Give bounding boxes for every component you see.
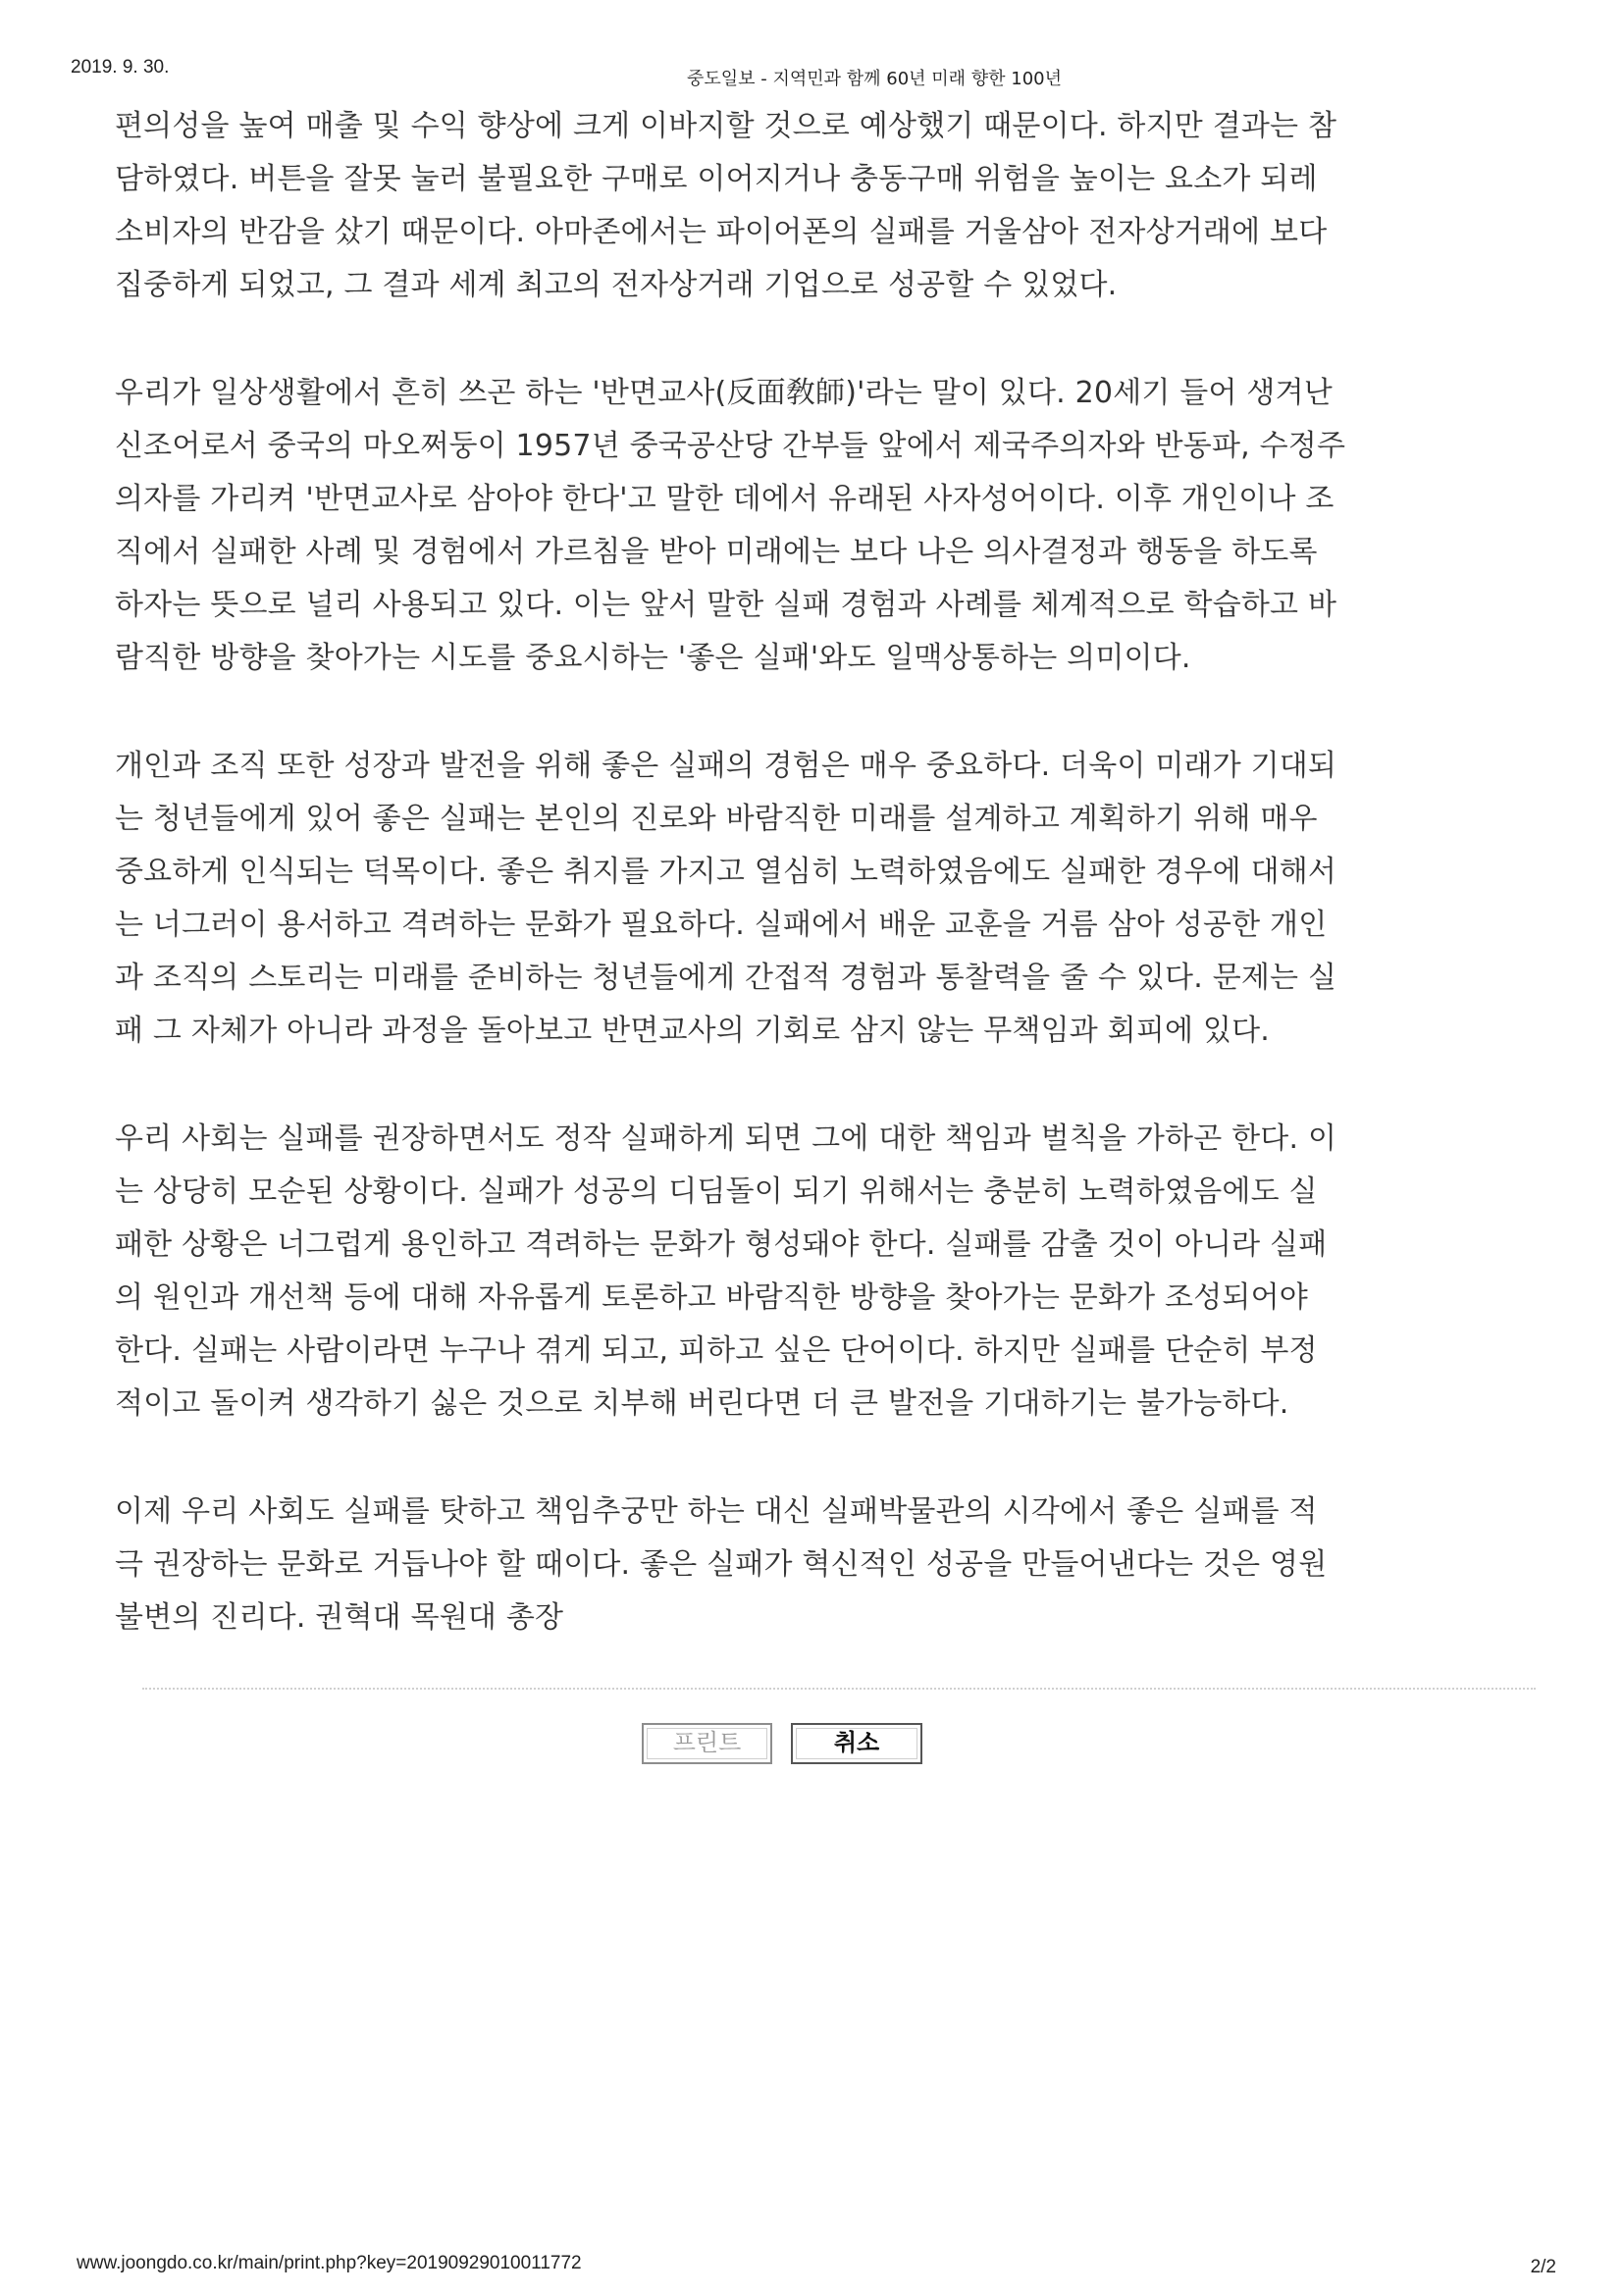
text-line: 중요하게 인식되는 덕목이다. 좋은 취지를 가지고 열심히 노력하였음에도 실패한 경우에 대해서	[115, 855, 1337, 889]
text-line: 담하였다. 버튼을 잘못 눌러 불필요한 구매로 이어지거나 충동구매 위험을 높이는 요소가 되레	[115, 162, 1318, 196]
text-line: 는 너그러이 용서하고 격려하는 문화가 필요하다. 실패에서 배운 교훈을 거름 삼아 성공한 개인	[115, 908, 1328, 942]
text-line: 신조어로서 중국의 마오쩌둥이 1957년 중국공산당 간부들 앞에서 제국주의자와 반동파, 수정주	[115, 429, 1346, 463]
text-line: 소비자의 반감을 샀기 때문이다. 아마존에서는 파이어폰의 실패를 거울삼아 전자상거래에 보다	[115, 215, 1328, 249]
text-line: 패 그 자체가 아니라 과정을 돌아보고 반면교사의 기회로 삼지 않는 무책임과 회피에 있다.	[115, 1014, 1271, 1048]
page-number: 2/2	[1530, 2257, 1556, 2277]
text-line: 하자는 뜻으로 널리 사용되고 있다. 이는 앞서 말한 실패 경험과 사례를 체계적으로 학습하고 바	[115, 588, 1337, 622]
print-date: 2019. 9. 30.	[71, 57, 170, 78]
text-line: 직에서 실패한 사례 및 경험에서 가르침을 받아 미래에는 보다 나은 의사결정과 행동을 하도록	[115, 535, 1318, 569]
text-line: 는 청년들에게 있어 좋은 실패는 본인의 진로와 바람직한 미래를 설계하고 계획하기 위해 매우	[115, 802, 1318, 836]
article-paragraph	[115, 1113, 1518, 1431]
page-header-title: 중도일보 - 지역민과 함께 60년 미래 향한 100년	[687, 69, 1063, 89]
text-line: 편의성을 높여 매출 및 수익 향상에 크게 이바지할 것으로 예상했기 때문이다. 하지만 결과는 참	[115, 109, 1337, 143]
content-divider	[142, 1688, 1536, 1690]
article-body	[115, 100, 1518, 1699]
text-line: 의 원인과 개선책 등에 대해 자유롭게 토론하고 바람직한 방향을 찾아가는 문화가 조성되어야	[115, 1280, 1308, 1315]
page-url: www.joongdo.co.kr/main/print.php?key=20190929010011772	[77, 2253, 582, 2273]
text-line: 개인과 조직 또한 성장과 발전을 위해 좋은 실패의 경험은 매우 중요하다. 더욱이 미래가 기대되	[115, 749, 1337, 783]
article-paragraph	[115, 740, 1518, 1058]
text-line: 우리가 일상생활에서 흔히 쓰곤 하는 '반면교사(反面敎師)'라는 말이 있다. 20세기 들어 생겨난	[115, 376, 1333, 410]
article-paragraph	[115, 1486, 1518, 1644]
text-line: 한다. 실패는 사람이라면 누구나 겪게 되고, 피하고 싶은 단어이다. 하지만 실패를 단순히 부정	[115, 1333, 1318, 1368]
text-line: 과 조직의 스토리는 미래를 준비하는 청년들에게 간접적 경험과 통찰력을 줄 수 있다. 문제는 실	[115, 961, 1337, 995]
article-paragraph	[115, 367, 1518, 685]
text-line: 우리 사회는 실패를 권장하면서도 정작 실패하게 되면 그에 대한 책임과 벌칙을 가하곤 한다. 이	[115, 1122, 1337, 1156]
article-paragraph	[115, 100, 1518, 312]
text-line: 의자를 가리켜 '반면교사로 삼아야 한다'고 말한 데에서 유래된 사자성어이다. 이후 개인이나 조	[115, 482, 1335, 516]
text-line: 적이고 돌이켜 생각하기 싫은 것으로 치부해 버린다면 더 큰 발전을 기대하기는 불가능하다.	[115, 1386, 1289, 1421]
cancel-button-label: 취소	[833, 1729, 880, 1756]
text-line: 이제 우리 사회도 실패를 탓하고 책임추궁만 하는 대신 실패박물관의 시각에서 좋은 실패를 적	[115, 1494, 1318, 1529]
print-button[interactable]	[642, 1723, 772, 1764]
cancel-button[interactable]	[791, 1723, 922, 1764]
text-line: 패한 상황은 너그럽게 용인하고 격려하는 문화가 형성돼야 한다. 실패를 감출 것이 아니라 실패	[115, 1227, 1328, 1262]
text-line: 극 권장하는 문화로 거듭나야 할 때이다. 좋은 실패가 혁신적인 성공을 만들어낸다는 것은 영원	[115, 1547, 1328, 1582]
text-line: 는 상당히 모순된 상황이다. 실패가 성공의 디딤돌이 되기 위해서는 충분히 노력하였음에도 실	[115, 1174, 1318, 1209]
print-button-label: 프린트	[672, 1729, 742, 1756]
text-line: 람직한 방향을 찾아가는 시도를 중요시하는 '좋은 실패'와도 일맥상통하는 의미이다.	[115, 641, 1191, 675]
text-line: 불변의 진리다. 권혁대 목원대 총장	[115, 1600, 564, 1635]
text-line: 집중하게 되었고, 그 결과 세계 최고의 전자상거래 기업으로 성공할 수 있었다.	[115, 268, 1118, 302]
